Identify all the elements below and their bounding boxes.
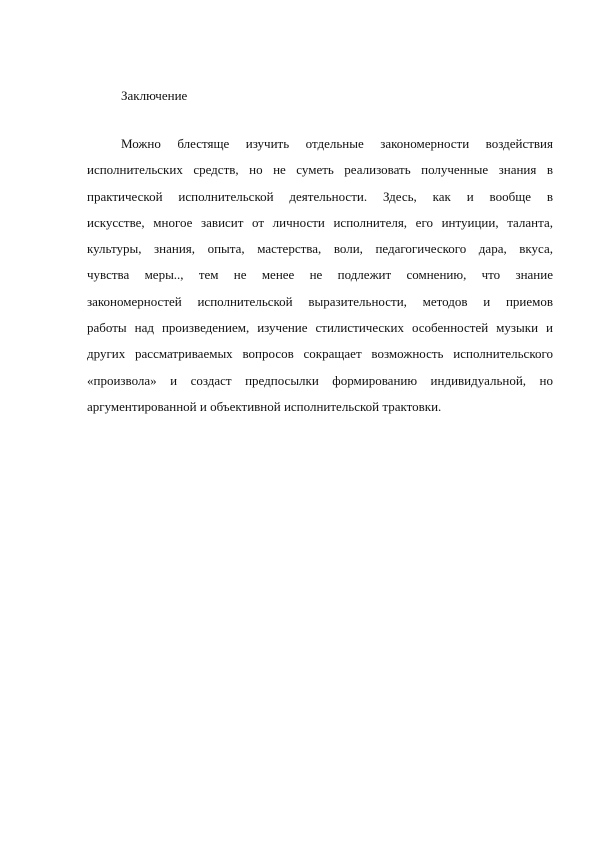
paragraph-line: закономерностей исполнительской выразительности, методов и приемов <box>87 293 553 309</box>
paragraph-line: Можно блестяще изучить отдельные закономерности воздействия <box>121 136 553 151</box>
paragraph-line: практической исполнительской деятельности. Здесь, как и вообще в <box>87 188 553 204</box>
paragraph-line: исполнительских средств, но не суметь реализовать полученные знания в <box>87 162 553 178</box>
paragraph-line: культуры, знания, опыта, мастерства, воли, педагогического дара, вкуса, <box>87 241 553 257</box>
paragraph-line: «произвола» и создаст предпосылки формированию индивидуальной, но <box>87 372 553 388</box>
paragraph-line: искусстве, многое зависит от личности исполнителя, его интуиции, таланта, <box>87 214 553 230</box>
page-heading: Заключение <box>121 88 188 103</box>
paragraph-line: других рассматриваемых вопросов сокращает возможность исполнительского <box>87 346 553 362</box>
paragraph-line: аргументированной и объективной исполнительской трактовки. <box>87 398 442 414</box>
body-paragraph <box>87 131 553 420</box>
paragraph-line: работы над произведением, изучение стилистических особенностей музыки и <box>87 320 553 336</box>
paragraph-line: чувства меры.., тем не менее не подлежит сомнению, что знание <box>87 267 553 283</box>
